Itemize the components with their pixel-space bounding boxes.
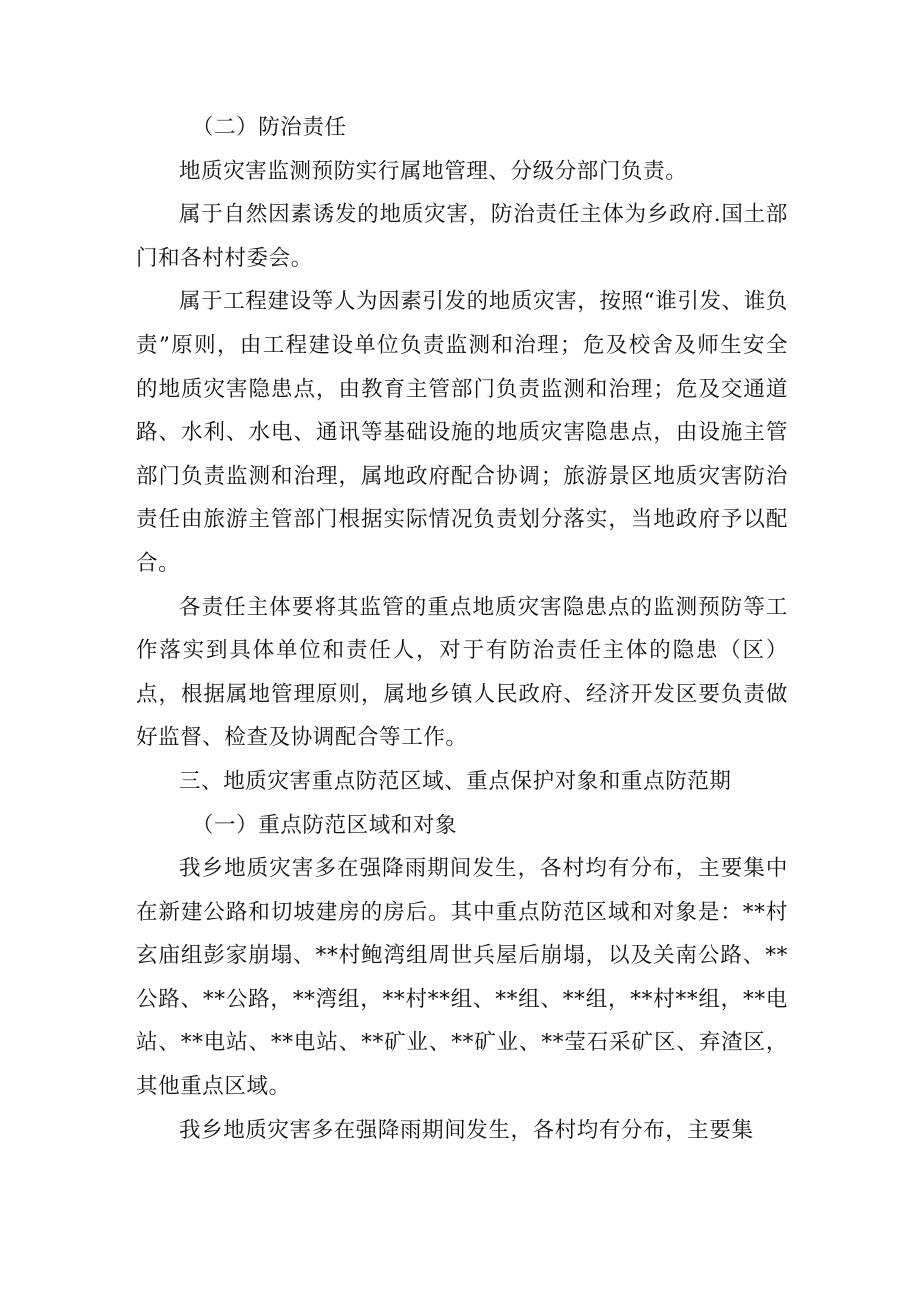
section-heading-prevention-responsibility: （二）防治责任: [191, 115, 347, 140]
section-heading-key-areas: 三、地质灾害重点防范区域、重点保护对象和重点防范期: [179, 768, 732, 794]
paragraph-key-areas-list: 我乡地质灾害多在强降雨期间发生，各村均有分布，主要集中在新建公路和切坡建房的房后。其中重点防范区域和对象是：**村玄庙组彭家崩塌、**村鲍湾组周世兵屋后崩塌，以及关南公路、**公路、**公路，**湾组，**村**组、**组、**组，**村**组，**电站、**电站、**电站、**矿业、**矿业、**莹石采矿区、弃渣区，其他重点区域。: [136, 856, 788, 1100]
paragraph-management-principle: 地质灾害监测预防实行属地管理、分级分部门负责。: [179, 158, 688, 184]
paragraph-natural-causes: 属于自然因素诱发的地质灾害，防治责任主体为乡政府.国土部门和各村村委会。: [136, 202, 788, 271]
paragraph-responsibility-subjects: 各责任主体要将其监管的重点地质灾害隐患点的监测预防等工作落实到具体单位和责任人，对于有防治责任主体的隐患（区）点，根据属地管理原则，属地乡镇人民政府、经济开发区要负责做好监督、检查及协调配合等工作。: [136, 594, 788, 751]
subsection-heading-key-areas-objects: （一）重点防范区域和对象: [191, 812, 458, 838]
document-body: [136, 106, 788, 1152]
paragraph-repeated-start: 我乡地质灾害多在强降雨期间发生，各村均有分布，主要集: [179, 1117, 754, 1143]
paragraph-human-causes: 属于工程建设等人为因素引发的地质灾害，按照“谁引发、谁负责”原则，由工程建设单位负责监测和治理；危及校舍及师生安全的地质灾害隐患点，由教育主管部门负责监测和治理；危及交通道路、水利、水电、通讯等基础设施的地质灾害隐患点，由设施主管部门负责监测和治理，属地政府配合协调；旅游景区地质灾害防治责任由旅游主管部门根据实际情况负责划分落实，当地政府予以配合。: [136, 289, 788, 576]
